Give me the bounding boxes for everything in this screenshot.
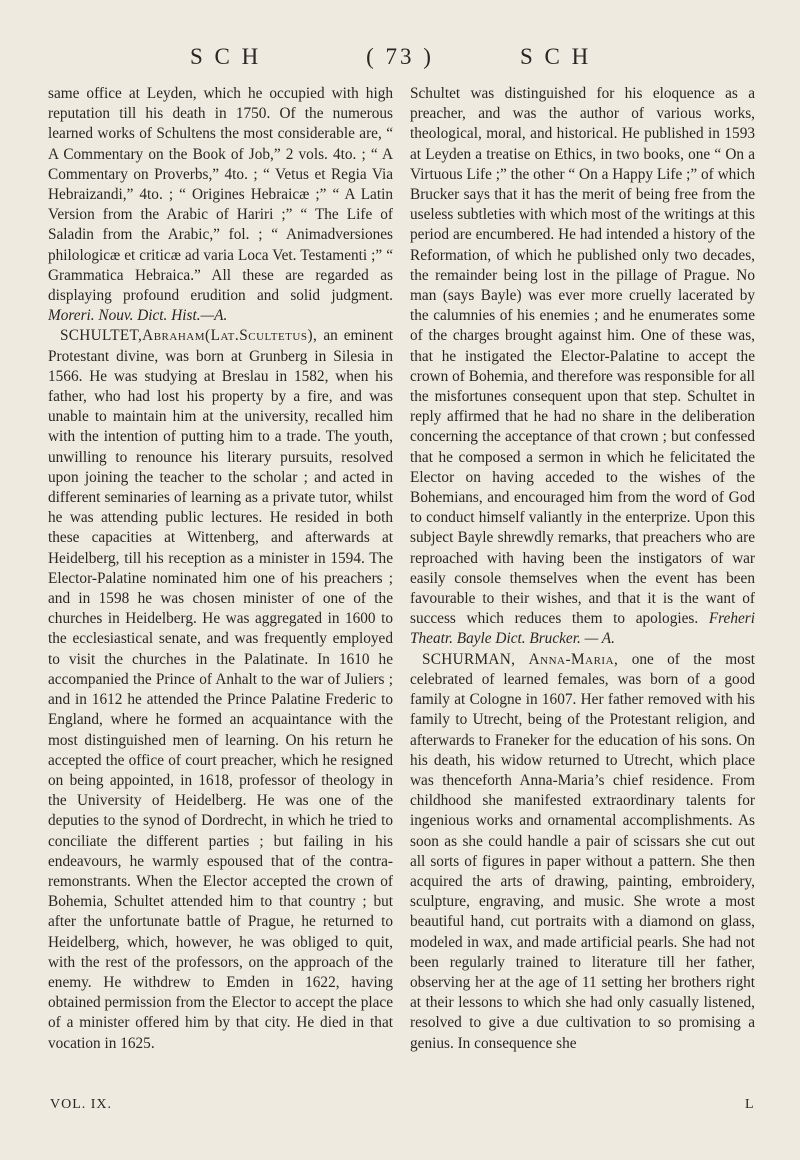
running-head (0, 44, 800, 74)
entry-latin-name: (Lat.Scultetus), (205, 327, 318, 345)
left-column (48, 84, 393, 1054)
schultens-works-text: same office at Leyden, which he occupied with high reputation till his death in 1750. Of the numerous learned works of Schultens the most considerable are, “ A Commentary on the Book of Job,” 2 vols. 4to. ; “ A Commentary on Proverbs,” 4to. ; “ Vetus et Regia Via Hebraizandi,” 4to. ; “ Origines Hebraicæ ;” “ A Latin Version from the Arabic of Hariri ;” “ The Life of Saladin from the Arabic,” fol. ; “ Animadversiones philologicæ et criticæ ad varia Loca Vet. Testamenti ;” “ Grammatica Hebraica.” All these are regarded as displaying profound erudition and solid judgment. (48, 85, 393, 305)
entry-headword: SCHULTET, (60, 327, 143, 345)
entry-body: an eminent Protestant divine, was born at Grunberg in Silesia in 1566. He was studying at Breslau in 1582, when his father, who had lost his property by a fire, and was unable to maintain him at the university, recalled him with the intention of putting him to a trade. The youth, unwilling to renounce his literary pursuits, resolved upon joining the teacher to the scholar ; and acted in different seminaries of learning as a private tutor, whilst he was attending public lectures. He resided in both these capacities at Wittenberg, and afterwards at Heidelberg, till his reception as a minister in 1594. The Elector-Palatine nominated him one of his preachers ; and in 1598 he was chosen minister of one of the churches in Heidelberg. He was aggregated in 1600 to the ecclesiastical senate, and was frequently employed to visit the churches in the Palatinate. In 1610 he accompanied the Prince of Anhalt to the war of Juliers ; and in 1612 he attended the Prince Palatine Frederic to England, where he formed an acquaintance with the most distinguished men of learning. On his return he accepted the office of court preacher, which he resigned on being appointed, in 1618, professor of theology in the University of Heidelberg. He was one of the deputies to the synod of Dordrecht, in which he tried to conciliate the different parties ; but failing in his endeavours, he warmly espoused that of the contra-remonstrants. When the Elector accepted the crown of Bohemia, Schultet attended him to that country ; but after the unfortunate battle of Prague, he returned to Heidelberg, which, however, he was obliged to quit, with the rest of the professors, on the approach of the enemy. He withdrew to Emden in 1622, having obtained permission from the Elector to accept the place of a minister offered him by that city. He died in that vocation in 1625. (48, 327, 393, 1052)
entry-body: one of the most celebrated of learned females, was born of a good family at Cologne in 1607. Her father removed with his family to Utrecht, being of the Protestant religion, and afterwards to Franeker for the education of his sons. On his death, his widow returned to Utrecht, which place was thenceforth Anna-Maria’s chief residence. From childhood she manifested extraordinary talents for ingenious works and ornamental accomplishments. As soon as she could handle a pair of scissars she cut out all sorts of figures in paper without a pattern. She then acquired the arts of drawing, painting, embroidery, sculpture, engraving, and music. She wrote a most beautiful hand, cut portraits with a diamond on glass, modeled in wax, and made artificial pearls. She had not been regularly trained to literature till her father, observing her at the age of 11 setting her brothers right at their lessons to which she had only casually listened, resolved to give a due cultivation to so promising a genius. In consequence she (410, 650, 755, 1052)
entry-schurman (410, 650, 755, 1054)
entry-forename: Abraham (142, 327, 206, 345)
signature-mark: L (745, 1097, 755, 1112)
schultet-continued-text: Schultet was distinguished for his eloquence as a preacher, and was the author of various works, theological, moral, and historical. He published in 1593 at Leyden a treatise on Ethics, in two books, one “ On a Virtuous Life ;” the other “ On a Happy Life ;” of which Brucker says that it has the merit of being free from the useless subtleties with which most of the writings at this period are encumbered. He had intended a history of the Reformation, of which he published only two decades, the remainder being lost in the pillage of Prague. No man (says Bayle) was ever more cruelly lacerated by the calumnies of his enemies ; and he enumerates some of the charges brought against him. One of these was, that he instigated the Elector-Palatine to accept the crown of Bohemia, and therefore was responsible for all the misfortunes consequent upon that step. Schultet in reply affirmed that he had no share in the deliberation concerning the acceptance of that crown ; but confessed that he composed a sermon in which he felicitated the Elector on having acceded to the wishes of the Bohemians, and encouraged him from the word of God to conduct himself valiantly in the enterprize. Upon this subject Bayle shrewdly remarks, that preachers who are reproached with having been the instigators of war easily console themselves when the event has been favourable to their wishes, and that it is the want of success which reduces them to apologies. (410, 85, 755, 628)
volume-label: VOL. IX. (50, 1097, 113, 1112)
right-column (410, 84, 755, 1054)
schultet-reference: Freheri Theatr. Bayle Dict. Brucker. — A. (410, 610, 755, 648)
continued-paragraph (410, 84, 755, 650)
continued-paragraph (48, 84, 393, 326)
entry-headword: SCHURMAN, (422, 650, 516, 668)
entry-forename: Anna-Maria, (528, 650, 619, 668)
page-number: ( 73 ) (366, 44, 434, 69)
schultens-reference: Moreri. Nouv. Dict. Hist.—A. (48, 307, 228, 325)
running-head-left: S C H (190, 44, 262, 69)
running-head-right: S C H (520, 44, 592, 69)
entry-schultet (48, 326, 393, 1053)
